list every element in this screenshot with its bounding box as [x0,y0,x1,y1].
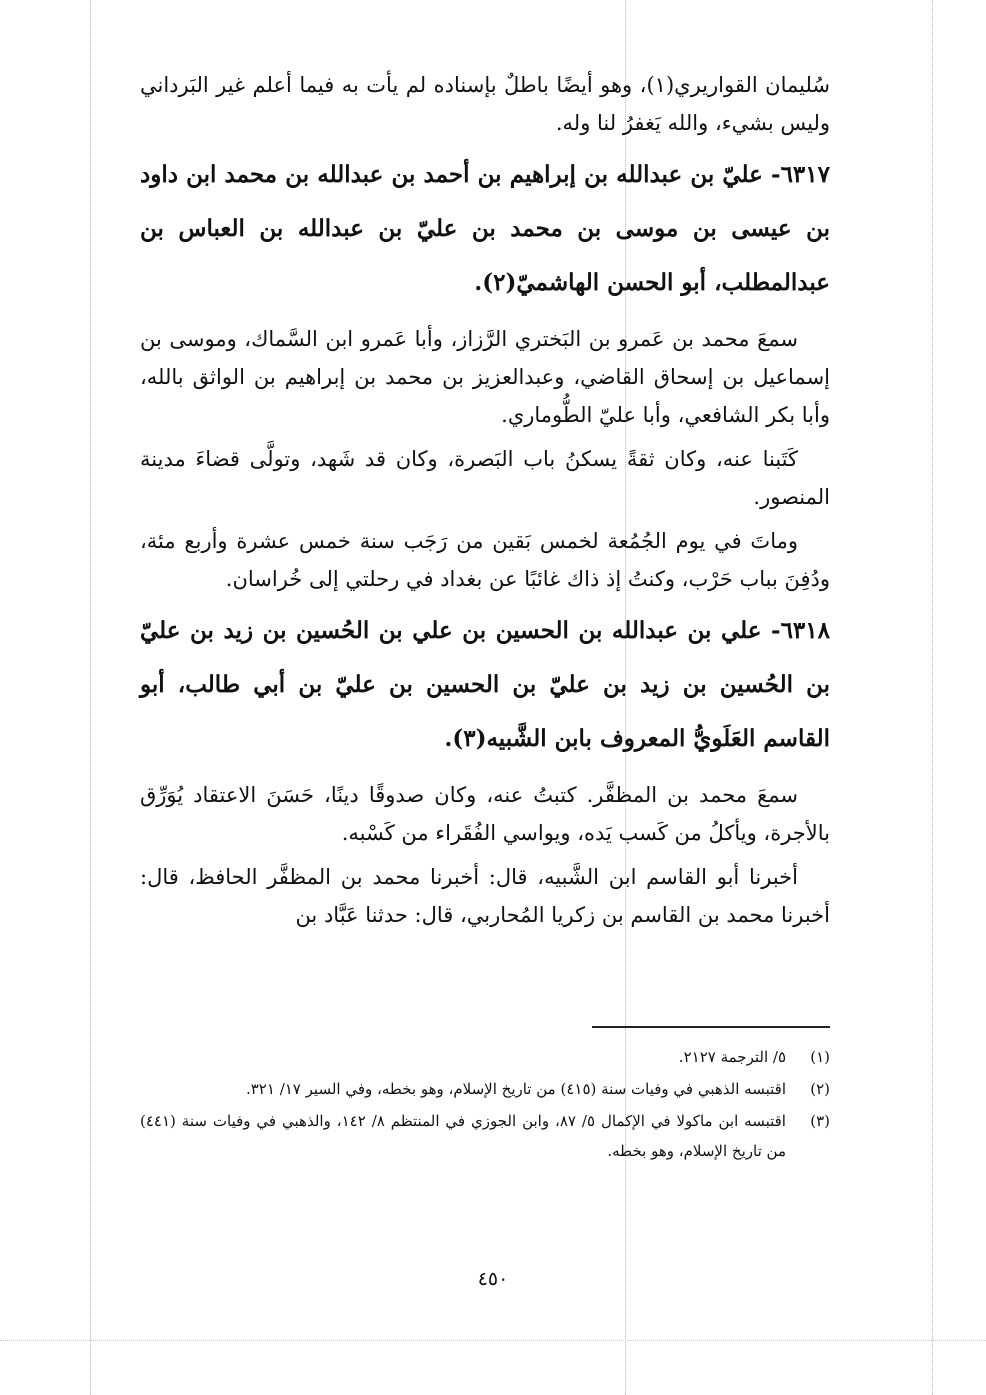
paragraph-status: كَتَبنا عنه، وكان ثقةً يسكنُ باب البَصرة، وكان قد شَهد، وتولَّى قضاءَ مدينة المنصور. [140,447,830,509]
paragraph-death: وماتَ في يوم الجُمُعة لخمس بَقين من رَجَب سنة خمس عشرة وأربع مئة، ودُفِنَ بباب حَرْب، وكنتُ إذ ذاك غائبًا عن بغداد في رحلتي إلى خُراسان. [140,529,830,591]
footnote-text: اقتبسه ابن ماكولا في الإكمال ٥/ ٨٧، وابن الجوزي في المنتظم ٨/ ١٤٢، والذهبي في وفيات سنة (٤٤١) من تاريخ الإسلام، وهو بخطه. [140,1112,786,1160]
footnote-number: (١) [810,1048,830,1066]
footnote-number: (٢) [810,1080,830,1098]
paragraph-teachers: سمعَ محمد بن عَمرو بن البَختري الرَّزاز، وأبا عَمرو ابن السَّماك، وموسى بن إسماعيل بن إسحاق القاضي، وعبدالعزيز بن محمد بن إبراهيم بن الواثق بالله، وأبا بكر الشافعي، وأبا عليّ الطُّوماري. [140,327,830,427]
footnote-text: ٥/ الترجمة ٢١٢٧. [678,1048,786,1066]
paragraph-description: سمعَ محمد بن المظفَّر. كتبتُ عنه، وكان صدوقًا دينًا، حَسَنَ الاعتقاد يُوَرِّق بالأجرة، ويأكلُ من كَسب يَده، ويواسي الفُقَراء من كَسْبه. [140,783,830,845]
footnote-text: اقتبسه الذهبي في وفيات سنة (٤١٥) من تاريخ الإسلام، وهو بخطه، وفي السير ١٧/ ٣٢١. [245,1080,786,1098]
paragraph-isnad: أخبرنا أبو القاسم ابن الشَّبيه، قال: أخبرنا محمد بن المظفَّر الحافظ، قال: أخبرنا محمد بن القاسم بن زكريا المُحاربي، قال: حدثنا عَبَّاد بن [140,865,830,927]
paragraph-continuation: سُليمان القواريري(١)، وهو أيضًا باطلٌ بإسناده لم يأت به فيما أعلم غير البَرداني وليس بشيء، والله يَغفرُ لنا وله. [140,73,831,135]
scan-guide-line [932,0,933,1395]
page-body [140,66,830,940]
footnote [140,1106,830,1166]
footnote-number: (٣) [810,1112,830,1130]
scan-guide-line [0,1340,986,1341]
scan-guide-line [90,0,91,1395]
footnote [140,1042,830,1072]
footnotes [140,1042,830,1168]
page-number: ٤٥٠ [477,1268,509,1290]
entry-heading-6318: ٦٣١٨- علي بن عبدالله بن الحسين بن علي بن الحُسين بن زيد بن عليّ بن الحُسين بن زيد بن عليّ بن الحسين بن عليّ بن أبي طالب، أبو القاسم العَلَويُّ المعروف بابن الشَّبيه(٣). [140,617,830,752]
footnote-separator [592,1026,830,1028]
footnote [140,1074,830,1104]
entry-heading-6317: ٦٣١٧- عليّ بن عبدالله بن إبراهيم بن أحمد بن عبدالله بن محمد ابن داود بن عيسى بن موسى بن محمد بن عليّ بن عبدالله بن العباس بن عبدالمطلب، أبو الحسن الهاشميّ(٢). [140,161,830,296]
